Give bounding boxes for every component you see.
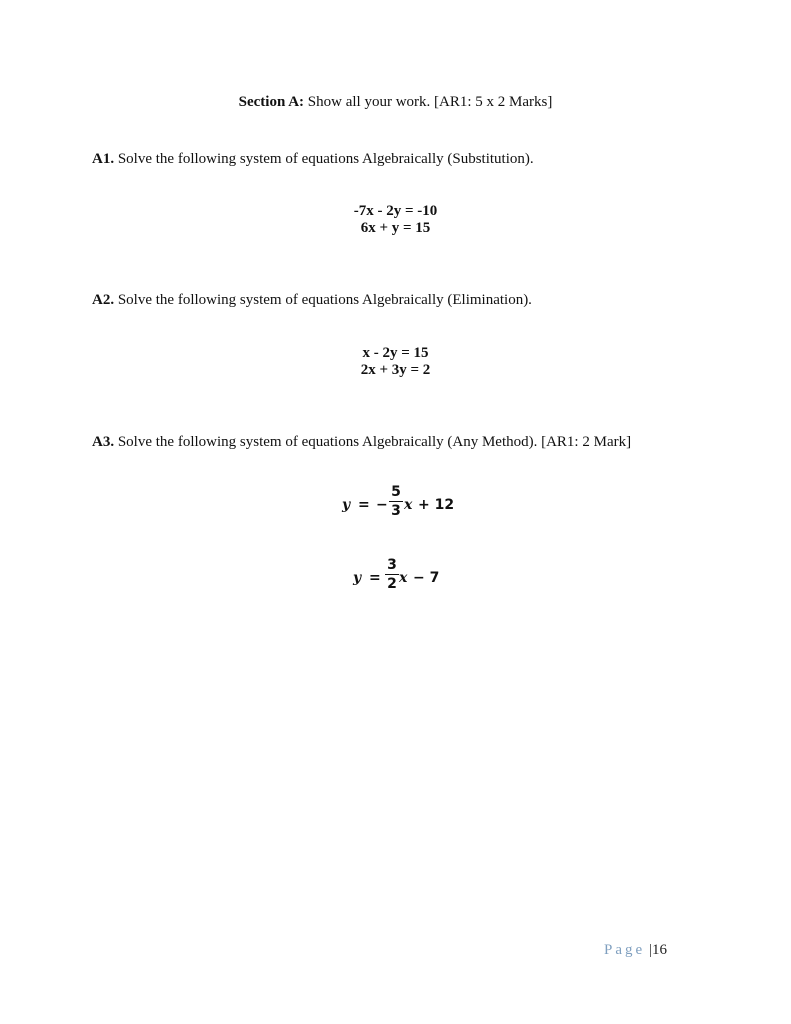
a3-eq1-var: x xyxy=(404,497,413,513)
footer-page-number: 16 xyxy=(651,942,667,958)
section-instructions: Show all your work. [AR1: 5 x 2 Marks] xyxy=(307,94,553,110)
a3-eq2-numerator: 3 xyxy=(387,557,397,573)
question-a1-text: Solve the following system of equations Algebraically (Substitution). xyxy=(117,151,534,167)
question-a3 xyxy=(92,434,631,451)
a1-equation-2: 6x + y = 15 xyxy=(360,220,431,236)
a3-eq2-fraction xyxy=(385,557,399,592)
a3-eq1-lhs: y xyxy=(342,497,351,513)
a3-eq2-equals: = xyxy=(369,570,381,586)
footer-page-word: Page xyxy=(604,942,646,958)
a3-eq2-rest: − 7 xyxy=(413,570,440,586)
page-footer xyxy=(604,942,667,959)
question-a3-label: A3. xyxy=(92,434,115,450)
a3-eq1-numerator: 5 xyxy=(391,484,401,500)
a3-eq2-var: x xyxy=(399,570,408,586)
a3-eq1-denominator: 3 xyxy=(391,503,401,519)
footer-separator: | xyxy=(648,942,652,958)
a2-equation-2: 2x + 3y = 2 xyxy=(360,362,431,378)
a3-eq2-lhs: y xyxy=(353,570,362,586)
question-a2 xyxy=(92,292,532,309)
fraction-bar xyxy=(389,501,403,502)
a3-eq1-equals: = xyxy=(358,497,370,513)
a3-eq2-denominator: 2 xyxy=(387,576,397,592)
section-header xyxy=(0,94,791,111)
a3-eq1-sign: − xyxy=(376,497,388,513)
question-a1 xyxy=(92,151,534,168)
a3-eq1-fraction xyxy=(389,484,403,519)
question-a1-label: A1. xyxy=(92,151,115,167)
fraction-bar xyxy=(385,574,399,575)
a3-eq1-rest: + 12 xyxy=(418,497,455,513)
question-a3-text: Solve the following system of equations Algebraically (Any Method). [AR1: 2 Mark] xyxy=(117,434,632,450)
question-a2-label: A2. xyxy=(92,292,115,308)
a1-equation-1: -7x - 2y = -10 xyxy=(353,203,438,219)
a2-equation-1: x - 2y = 15 xyxy=(362,345,429,361)
section-label: Section A: xyxy=(238,94,305,110)
question-a2-text: Solve the following system of equations Algebraically (Elimination). xyxy=(117,292,532,308)
